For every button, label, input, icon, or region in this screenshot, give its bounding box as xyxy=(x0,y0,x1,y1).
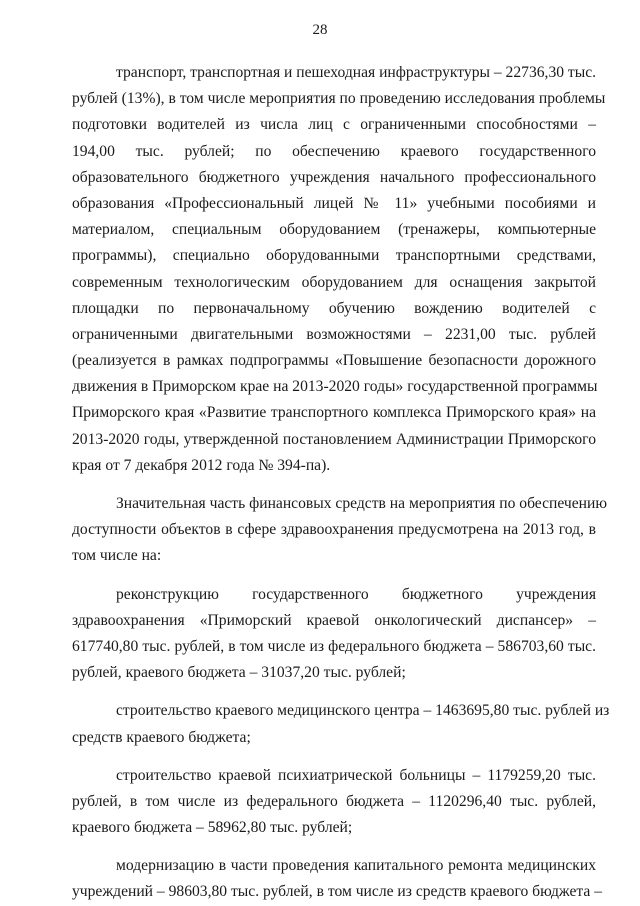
paragraph xyxy=(72,491,608,570)
text-line: 2013-2020 годы, утвержденной постановлением Администрации Приморского xyxy=(72,430,596,448)
text-line: транспорт, транспортная и пешеходная инфраструктуры – 22736,30 тыс. xyxy=(116,64,597,81)
text-line: образования «Профессиональный лицей № 11» учебными пособиями и xyxy=(72,194,596,212)
text-line: подготовки водителей из числа лиц с ограниченными способностями – xyxy=(72,116,596,134)
paragraph-gap xyxy=(72,841,596,853)
paragraph-gap xyxy=(72,751,596,763)
paragraph xyxy=(72,763,596,842)
page-number: 28 xyxy=(312,22,328,38)
text-line: реконструкцию государственного бюджетного учреждения xyxy=(116,585,596,603)
text-line: том числе на: xyxy=(72,547,162,565)
text-line: 617740,80 тыс. рублей, в том числе из федерального бюджета – 586703,60 тыс. xyxy=(72,637,596,655)
paragraph xyxy=(72,582,596,687)
text-line: Приморского края «Развитие транспортного комплекса Приморского края» на xyxy=(72,404,596,422)
paragraph-gap xyxy=(72,570,596,582)
text-line: краевого бюджета – 58962,80 тыс. рублей; xyxy=(72,819,353,837)
text-line: программы), специально оборудованными транспортными средствами, xyxy=(72,247,596,265)
paragraph-gap xyxy=(72,479,596,491)
text-line: движения в Приморском крае на 2013-2020 годы» государственной программы xyxy=(72,378,598,396)
document-body xyxy=(72,60,610,906)
text-line: доступности объектов в сфере здравоохранения предусмотрена на 2013 год, в xyxy=(72,521,596,539)
text-line: средств краевого бюджета; xyxy=(72,728,251,746)
text-line: рублей, краевого бюджета – 31037,20 тыс. рублей; xyxy=(72,664,406,682)
paragraph xyxy=(72,60,606,479)
text-line: рублей (13%), в том числе мероприятия по проведению исследования проблемы xyxy=(72,90,606,108)
text-line: образовательного бюджетного учреждения начального профессионального xyxy=(72,168,596,186)
text-line: учреждений – 98603,80 тыс. рублей, в том числе из средств краевого бюджета – xyxy=(72,883,602,901)
text-line: рублей, в том числе из федерального бюджета – 1120296,40 тыс. рублей, xyxy=(72,792,596,810)
text-line: модернизацию в части проведения капитального ремонта медицинских xyxy=(116,857,596,875)
text-line: Значительная часть финансовых средств на мероприятия по обеспечению xyxy=(116,495,608,512)
text-line: здравоохранения «Приморский краевой онкологический диспансер» – xyxy=(72,611,596,629)
text-line: строительство краевого медицинского центра – 1463695,80 тыс. рублей из xyxy=(116,702,610,720)
text-line: 194,00 тыс. рублей; по обеспечению краевого государственного xyxy=(72,142,596,160)
text-line: строительство краевой психиатрической больницы – 1179259,20 тыс. xyxy=(116,766,596,784)
text-line: современным технологическим оборудованием для оснащения закрытой xyxy=(72,273,596,291)
text-line: края от 7 декабря 2012 года № 394-па). xyxy=(72,456,331,474)
paragraph-gap xyxy=(72,686,596,698)
text-line: площадки по первоначальному обучению вождению водителей с xyxy=(72,299,596,317)
text-line: материалом, специальным оборудованием (тренажеры, компьютерные xyxy=(72,221,596,239)
paragraph xyxy=(72,698,610,750)
paragraph xyxy=(72,853,602,905)
text-line: (реализуется в рамках подпрограммы «Повышение безопасности дорожного xyxy=(72,352,596,370)
text-line: ограниченными двигательными возможностями – 2231,00 тыс. рублей xyxy=(72,325,596,343)
